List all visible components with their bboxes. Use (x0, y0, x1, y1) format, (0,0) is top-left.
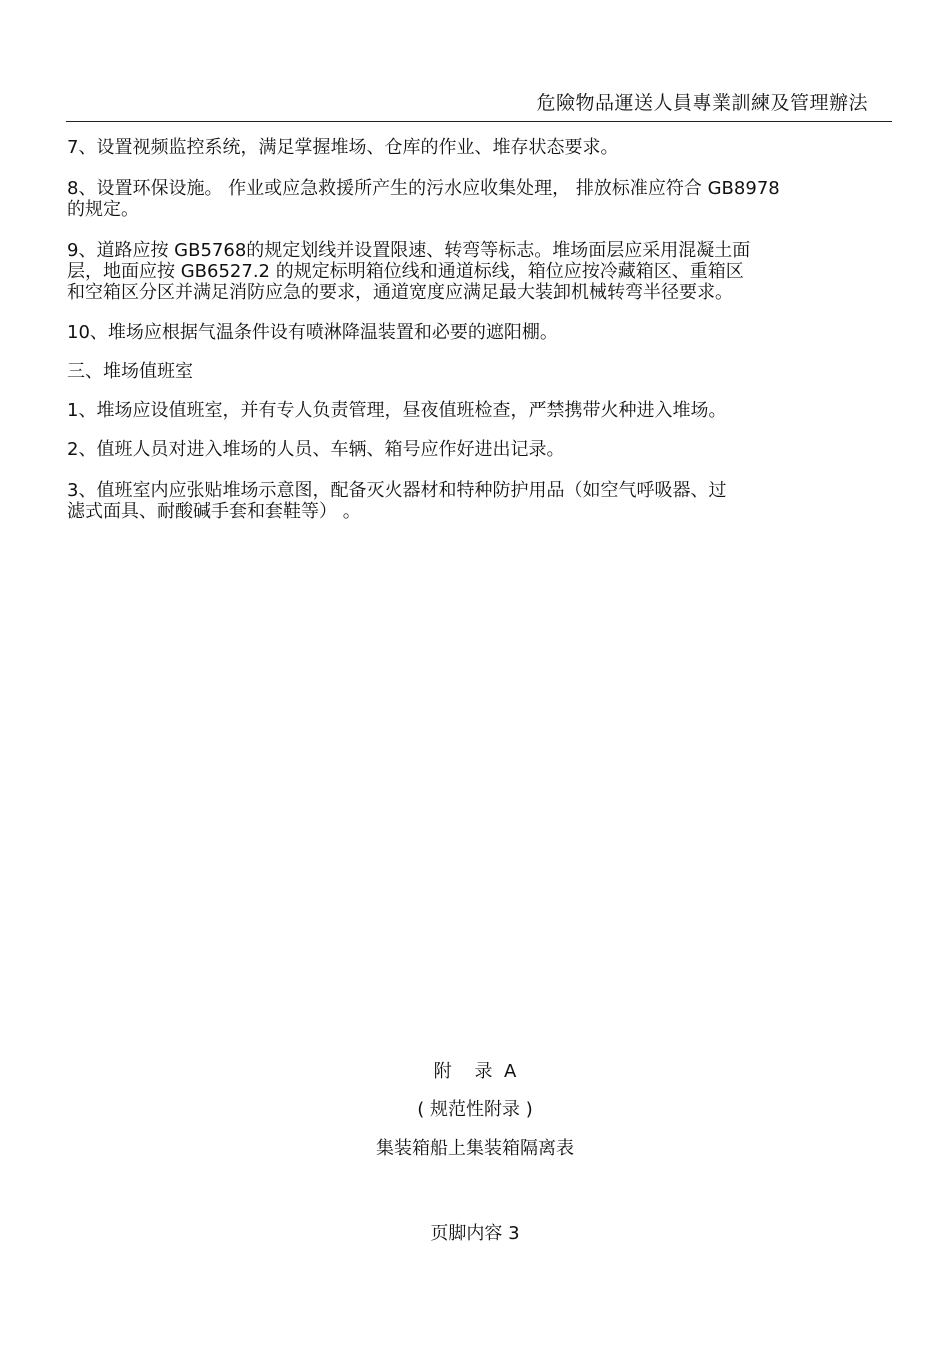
paragraph-line: 10、堆场应根据气温条件设有喷淋降温装置和必要的遮阳棚。 (67, 322, 558, 343)
paragraph-line: 层，地面应按 GB6527.2 的规定标明箱位线和通道标线，箱位应按冷藏箱区、重箱区 (67, 261, 744, 282)
paragraph-line: 滤式面具、耐酸碱手套和套鞋等） 。 (67, 501, 361, 522)
paragraph-line: 的规定。 (67, 199, 139, 220)
duty-room-item-3 (67, 480, 867, 522)
paragraph-line: 2、值班人员对进入堆场的人员、车辆、箱号应作好进出记录。 (67, 439, 565, 460)
section-heading (67, 361, 867, 382)
paragraph-line: 和空箱区分区并满足消防应急的要求，通道宽度应满足最大装卸机械转弯半径要求。 (67, 282, 733, 303)
paragraph-line: 9、道路应按 GB5768的规定划线并设置限速、转弯等标志。堆场面层应采用混凝土面 (67, 240, 751, 261)
paragraph-line: 7、设置视频监控系统，满足掌握堆场、仓库的作业、堆存状态要求。 (67, 137, 619, 158)
header-title: 危險物品運送人員專業訓練及管理辦法 (536, 92, 868, 114)
paragraph-line: 8、设置环保设施。 作业或应急救援所产生的污水应收集处理， 排放标准应符合 GB8978 (67, 178, 780, 199)
duty-room-item-1 (67, 400, 867, 421)
header-divider (66, 121, 892, 122)
appendix-subheading: ( 规范性附录 ) (417, 1099, 533, 1120)
section-heading-text: 三、堆场值班室 (67, 361, 193, 382)
paragraph-line: 3、值班室内应张贴堆场示意图，配备灭火器材和特种防护用品（如空气呼吸器、过 (67, 480, 727, 501)
appendix-table-title: 集装箱船上集装箱隔离表 (376, 1138, 574, 1159)
paragraph-item-9 (67, 240, 867, 303)
paragraph-item-8 (67, 178, 907, 220)
paragraph-line: 1、堆场应设值班室，并有专人负责管理，昼夜值班检查，严禁携带火种进入堆场。 (67, 400, 727, 421)
appendix-heading: 附 录 A (433, 1061, 517, 1082)
page-footer: 页脚内容 3 (430, 1223, 520, 1244)
duty-room-item-2 (67, 439, 867, 460)
paragraph-item-10 (67, 322, 867, 343)
paragraph-item-7 (67, 137, 867, 158)
